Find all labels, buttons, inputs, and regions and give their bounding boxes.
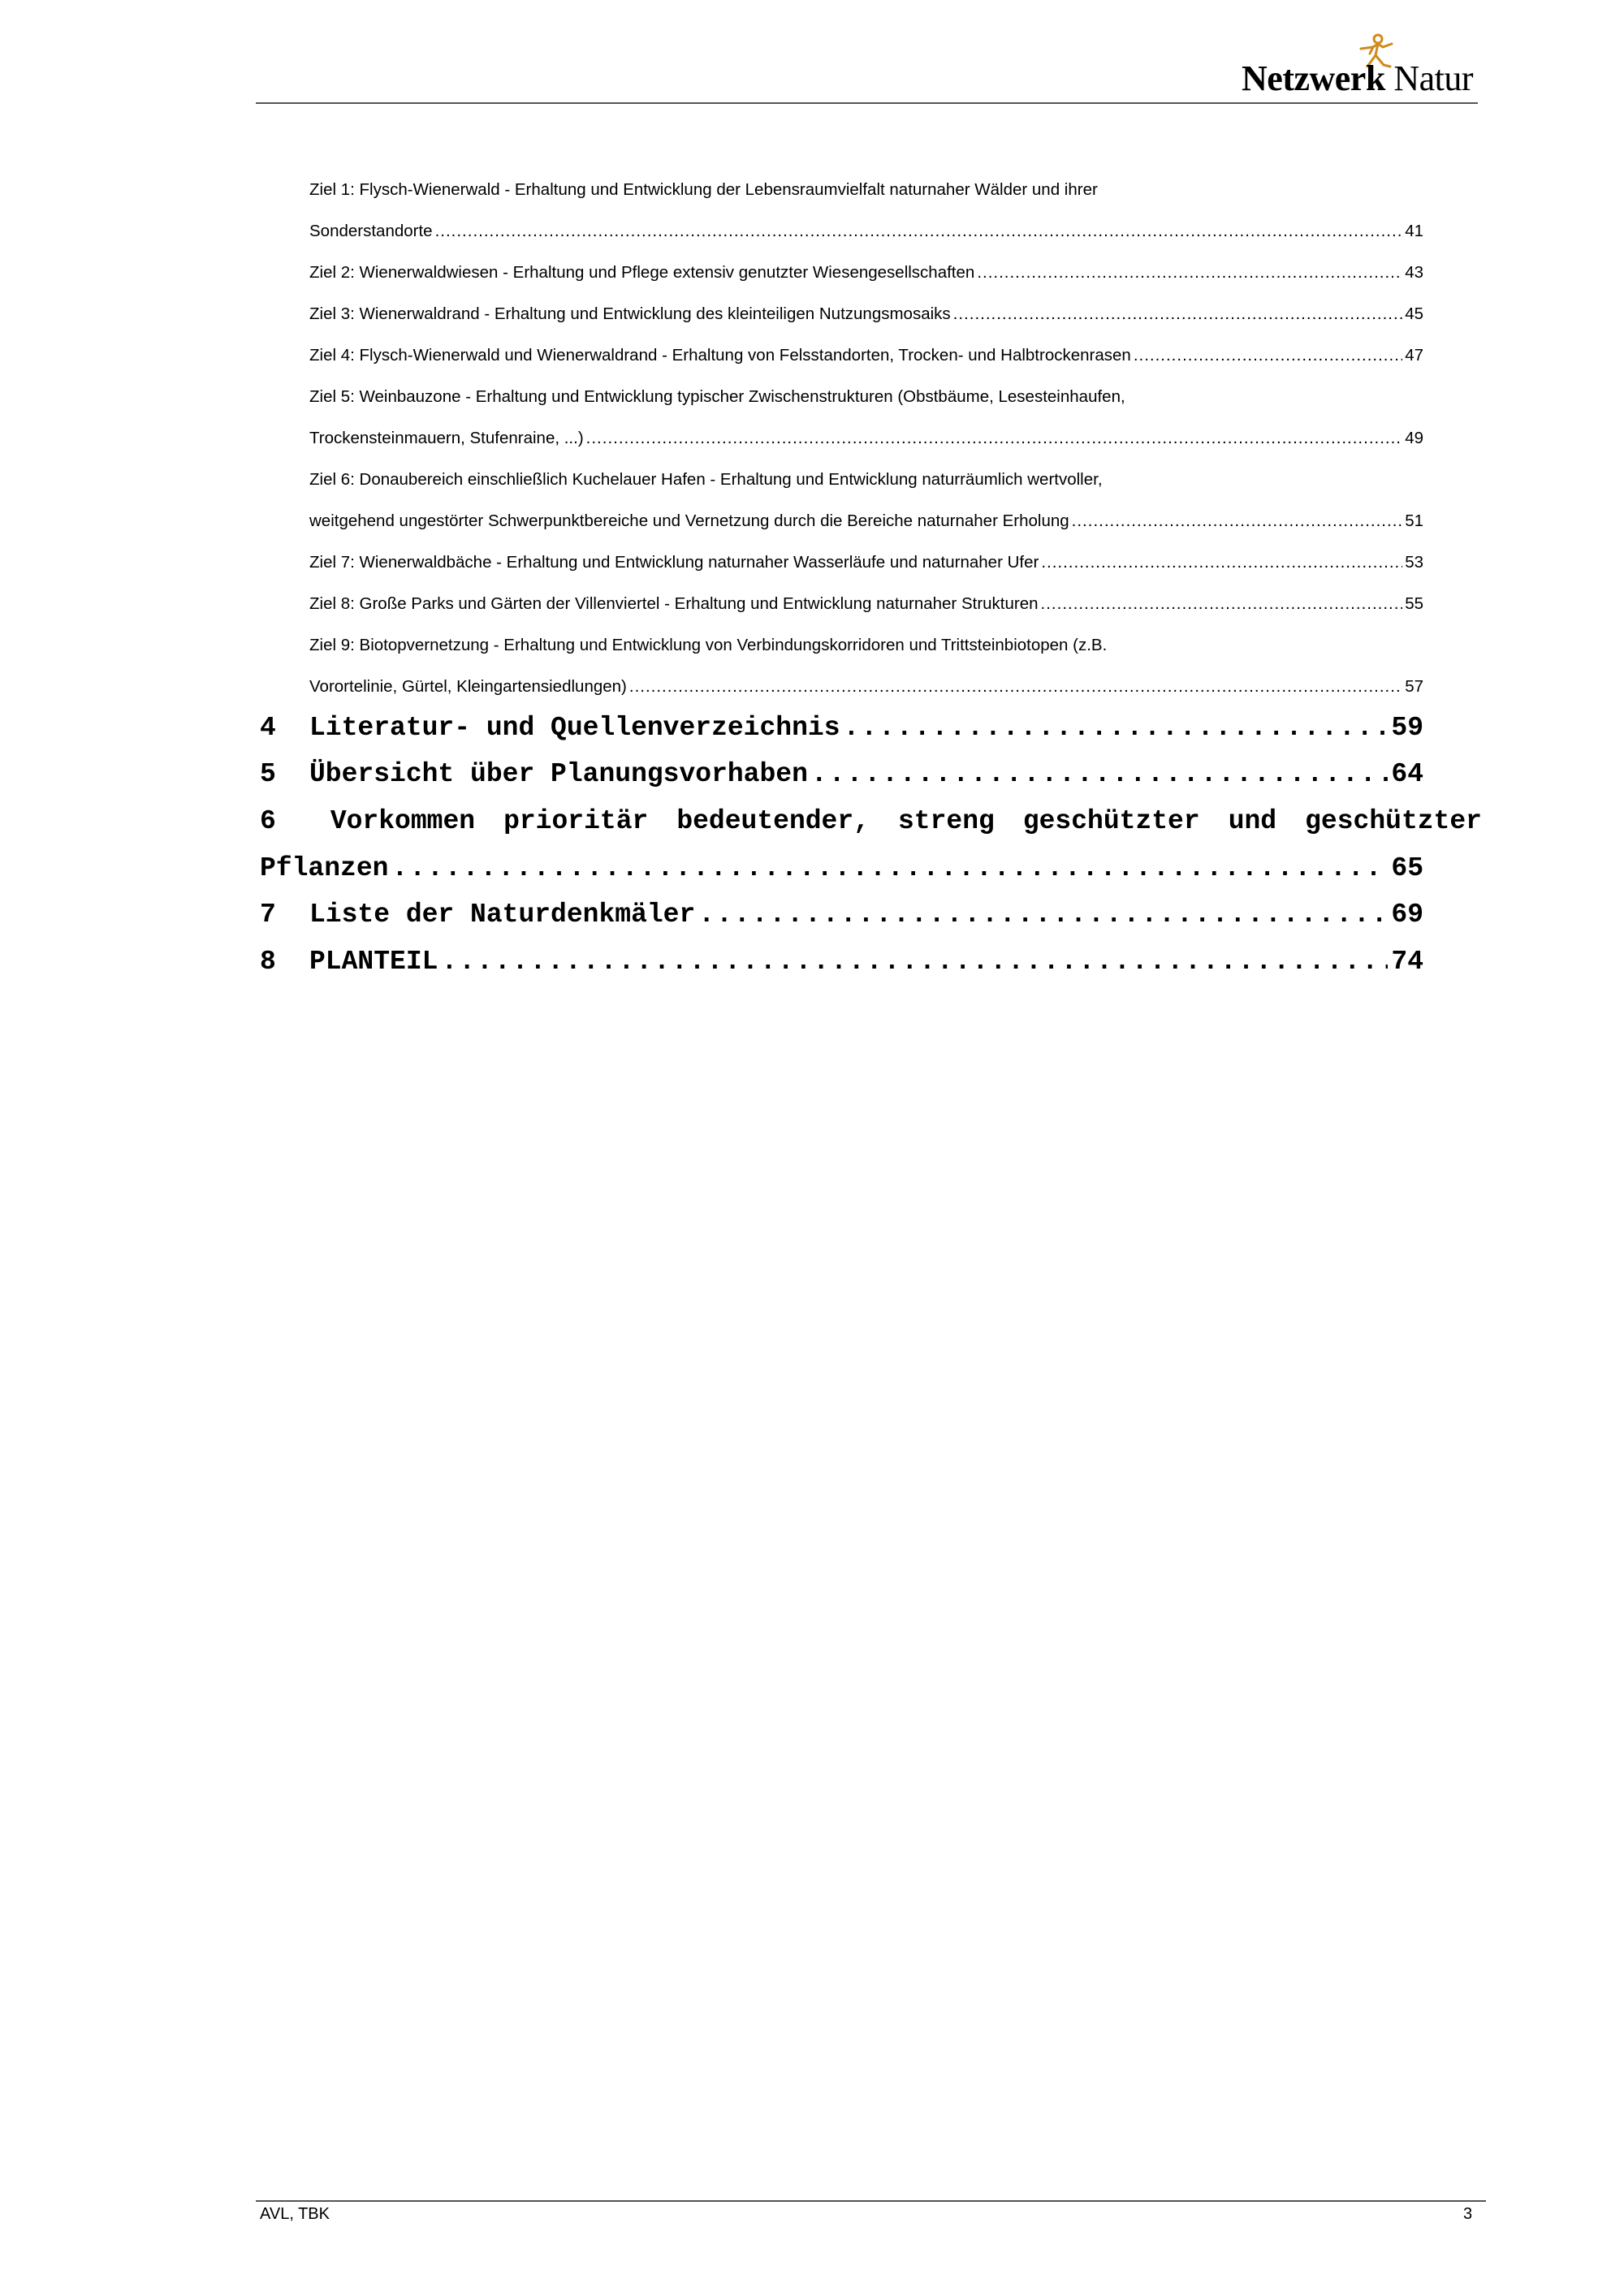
netzwerk-natur-logo: [1213, 32, 1473, 99]
toc-page-number: 59: [1391, 713, 1423, 743]
logo-bold-text: Netzwerk: [1242, 58, 1385, 98]
toc-chapter-5[interactable]: [260, 758, 1423, 791]
toc-entry-text: Trockensteinmauern, Stufenraine, ...): [309, 429, 584, 447]
toc-entry-line: [309, 511, 1423, 532]
toc-entry-text: Ziel 7: Wienerwaldbäche - Erhaltung und Entwicklung naturnaher Wasserläufe und naturnaher Ufer: [309, 553, 1039, 572]
toc-entry-text: Ziel 6: Donaubereich einschließlich Kuchelauer Hafen - Erhaltung und Entwicklung naturräumlich wertvoller,: [309, 470, 1103, 489]
logo-regular-text: Natur: [1384, 58, 1473, 98]
toc-entry-ziel-1[interactable]: [309, 179, 1423, 242]
toc-entry-line: [309, 221, 1423, 242]
toc-chapter-6-heading[interactable]: [260, 805, 1482, 838]
toc-entry-text: Ziel 1: Flysch-Wienerwald - Erhaltung und Entwicklung der Lebensraumvielfalt naturnaher Wälder und ihrer: [309, 180, 1098, 199]
toc-chapter-line: [260, 946, 1423, 978]
toc-chapter-number: 5: [260, 759, 276, 789]
toc-page-number: 55: [1405, 594, 1423, 613]
toc-leader-dots: [441, 946, 1388, 978]
toc-page-number: 45: [1405, 304, 1423, 323]
toc-entry-line: [309, 552, 1423, 573]
toc-chapter-word: prioritär: [503, 806, 649, 836]
toc-leader-dots: [629, 676, 1402, 697]
toc-entry-line: [309, 593, 1423, 615]
toc-entry-text: Ziel 2: Wienerwaldwiesen - Erhaltung und Pflege extensiv genutzter Wiesengesellschaften: [309, 263, 975, 282]
page-number: 3: [1463, 2205, 1473, 2223]
toc-entry-line: [309, 386, 1423, 428]
toc-chapter-word: streng: [897, 806, 995, 836]
toc-chapter-number: 6: [260, 806, 276, 836]
toc-page-number: 53: [1405, 553, 1423, 572]
toc-chapter-word: geschützter: [1022, 806, 1200, 836]
toc-entry-text: Sonderstandorte: [309, 222, 433, 240]
footer-authors: AVL, TBK: [260, 2205, 330, 2223]
toc-chapter-number: 4: [260, 713, 276, 743]
toc-leader-dots: [844, 712, 1389, 744]
toc-leader-dots: [391, 852, 1388, 885]
toc-entry-ziel-9[interactable]: [309, 635, 1423, 697]
toc-chapter-word: Vorkommen: [330, 806, 476, 836]
toc-page-number: 74: [1391, 947, 1423, 977]
toc-entry-text: Ziel 5: Weinbauzone - Erhaltung und Entwicklung typischer Zwischenstrukturen (Obstbäume, Lesesteinhaufen,: [309, 387, 1125, 406]
toc-leader-dots: [1134, 345, 1402, 366]
toc-entry-line: [309, 469, 1423, 511]
toc-entry-ziel-4[interactable]: [309, 345, 1423, 366]
toc-entry-text: Vorortelinie, Gürtel, Kleingartensiedlungen): [309, 677, 627, 696]
toc-entry-text: weitgehend ungestörter Schwerpunktbereiche und Vernetzung durch die Bereiche naturnaher Erholung: [309, 511, 1069, 530]
toc-entry-ziel-5[interactable]: [309, 386, 1423, 449]
toc-leader-dots: [1041, 552, 1402, 573]
toc-chapter-line: [260, 758, 1423, 791]
toc-page-number: 49: [1405, 429, 1423, 447]
toc-entry-line: [309, 179, 1423, 221]
toc-page-number: 43: [1405, 263, 1423, 282]
toc-leader-dots: [977, 262, 1402, 283]
toc-leader-dots: [1041, 593, 1403, 615]
toc-entry-line: [309, 345, 1423, 366]
toc-page-number: 51: [1405, 511, 1423, 530]
toc-leader-dots: [698, 899, 1388, 931]
toc-chapter-line: [260, 852, 1423, 885]
toc-leader-dots: [811, 758, 1388, 791]
toc-chapter-number: 7: [260, 900, 276, 930]
toc-chapter-line: [260, 899, 1423, 931]
toc-chapter-word: und: [1228, 806, 1277, 836]
toc-chapter-6[interactable]: [260, 852, 1423, 885]
toc-entry-line: [309, 676, 1423, 697]
toc-chapter-8[interactable]: [260, 946, 1423, 978]
toc-entry-text: Ziel 3: Wienerwaldrand - Erhaltung und Entwicklung des kleinteiligen Nutzungsmosaiks: [309, 304, 951, 323]
toc-chapter-title: PLANTEIL: [309, 947, 438, 977]
toc-chapter-title: Liste der Naturdenkmäler: [309, 900, 696, 930]
toc-chapter-title: Übersicht über Planungsvorhaben: [309, 759, 808, 789]
toc-entry-ziel-6[interactable]: [309, 469, 1423, 532]
toc-chapter-7[interactable]: [260, 899, 1423, 931]
toc-entry-line: [309, 262, 1423, 283]
toc-leader-dots: [1072, 511, 1403, 532]
toc-chapter-word: geschützter: [1305, 806, 1482, 836]
toc-chapter-title: Literatur- und Quellenverzeichnis: [309, 713, 840, 743]
footer-divider: [256, 2200, 1486, 2202]
toc-page-number: 64: [1391, 759, 1423, 789]
toc-entry-line: [309, 635, 1423, 676]
toc-chapter-line: [260, 712, 1423, 744]
toc-leader-dots: [586, 428, 1403, 449]
logo-wordmark: [1242, 58, 1473, 99]
toc-page-number: 65: [1391, 853, 1423, 883]
toc-entry-text: Ziel 8: Große Parks und Gärten der Villenviertel - Erhaltung und Entwicklung naturnaher Strukturen: [309, 594, 1039, 613]
toc-entry-line: [309, 304, 1423, 325]
toc-chapter-word: bedeutender,: [676, 806, 870, 836]
toc-entry-line: [309, 428, 1423, 449]
toc-chapter-number: 8: [260, 947, 276, 977]
toc-entry-ziel-8[interactable]: [309, 593, 1423, 615]
toc-entry-ziel-7[interactable]: [309, 552, 1423, 573]
toc-entry-text: Ziel 4: Flysch-Wienerwald und Wienerwaldrand - Erhaltung von Felsstandorten, Trocken- und Halbtrockenrasen: [309, 346, 1131, 365]
toc-chapter-4[interactable]: [260, 712, 1423, 744]
toc-leader-dots: [435, 221, 1403, 242]
toc-page-number: 57: [1405, 677, 1423, 696]
toc-page-number: 47: [1405, 346, 1423, 365]
toc-entry-ziel-3[interactable]: [309, 304, 1423, 325]
header-divider: [256, 102, 1478, 104]
toc-chapter-title: Pflanzen: [260, 853, 389, 883]
toc-page-number: 41: [1405, 222, 1423, 240]
toc-page-number: 69: [1391, 900, 1423, 930]
toc-leader-dots: [953, 304, 1403, 325]
toc-entry-text: Ziel 9: Biotopvernetzung - Erhaltung und Entwicklung von Verbindungskorridoren und Trittsteinbiotopen (z.B.: [309, 636, 1108, 654]
toc-entry-ziel-2[interactable]: [309, 262, 1423, 283]
